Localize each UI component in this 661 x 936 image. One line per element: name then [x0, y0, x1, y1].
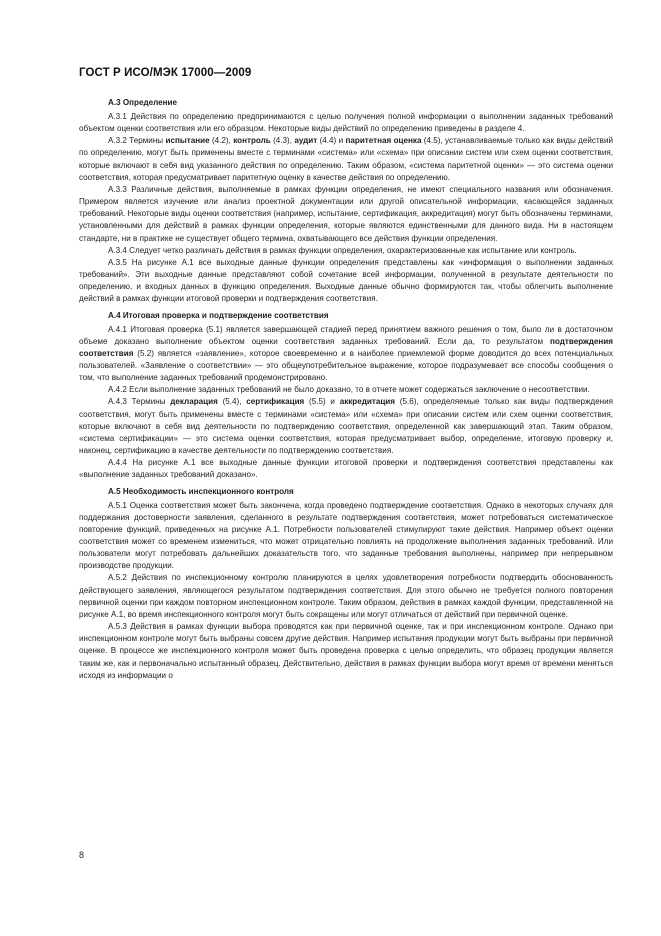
- text-run: А.4.2 Если выполнение заданных требований не было доказано, то в отчете может содержаться заключение о несоответствии.: [108, 385, 590, 395]
- text-run: А.3.4 Следует четко различать действия в рамках функции определения, охарактеризованные как испытание или контроль.: [108, 245, 577, 255]
- section-heading: А.4 Итоговая проверка и подтверждение соответствия: [108, 310, 329, 320]
- paragraph: [79, 384, 613, 396]
- text-run: (5.6), определяемые только как виды подтверждения соответствия, могут быть применены вместе с терминами «система» или «схема» при описании систем или схем оценки соответствия, которые включают в себя вид деятельности по подтверждению соответствия, определенной как завершающий этап. Таким образом, «система сертификации» — это система оценки соответствия, которая предусматривает выбор, определение, итоговую проверку и, наконец, сертификацию в качестве деятельности по подтверждению соответствия.: [79, 397, 614, 456]
- paragraph: [79, 257, 613, 306]
- text-run: А.5.1 Оценка соответствия может быть закончена, когда проведено подтверждение соответствия. Однако в некоторых случаях для поддержания достоверности заявления, сделанного в результате подтверждения соответствия, может потребоваться систематическое повторение функций, приведенных на рисунке А.1. Потребности пользователей стимулируют такие действия. Например объект оценки соответствия может со временем измениться, что может отрицательно повлиять на продолжение выполнения заданных требований. Или пользователи могут потребовать дальнейших доказательств того, что заданные требования выполнены, например при непрерывном производстве продукции.: [79, 500, 613, 571]
- page-number: 8: [79, 850, 85, 860]
- term-bold: испытание: [165, 136, 210, 146]
- text-run: А.5.3 Действия в рамках функции выбора проводятся как при первичной оценке, так и при инспекционном контроле. Однако при инспекционном контроле могут быть выбраны совсем другие действия. Например испытания продукции могут быть выбраны при первичной оценке. В процессе же инспекционного контроля может быть проведена проверка с целью определить, что образец продукции является таким же, как и первоначально испытанный образец. Действительно, действия в рамках функции выбора могут время от времени меняться исходя из информации о: [79, 622, 613, 680]
- text-run: (5.5) и: [304, 397, 340, 407]
- text-run: (4.4) и: [317, 136, 346, 146]
- text-run: А.4.3 Термины: [108, 397, 171, 407]
- paragraph: [79, 135, 613, 184]
- term-bold: аккредитация: [339, 397, 396, 407]
- paragraph: [79, 111, 613, 135]
- term-bold: контроль: [233, 136, 271, 146]
- text-run: А.4.1 Итоговая проверка (5.1) является завершающей стадией перед принятием важного решения о том, было ли в достаточном объеме доказано выполнение объектом оценки соответствия заданных требований. Если да, то результатом: [79, 324, 613, 346]
- paragraph: [79, 621, 613, 682]
- term-bold: декларация: [170, 397, 218, 407]
- text-run: А.3.3 Различные действия, выполняемые в рамках функции определения, не имеют специального названия или обозначения. Примером является изучение или анализ проектной документации или другой описательной информации, касающейся заданных требований. Некоторые виды оценки соответствия (например, испытание, сертификация, аккредитация) могут быть обозначены терминами, установленными для действий в рамках функции определения, которые являются единственными для данного вида. Ни в настоящем стандарте, ни в практике не существует общего термина, охватывающего все действия функции определения.: [79, 184, 613, 243]
- text-run: (4.3),: [270, 136, 295, 146]
- text-run: (5.2) является «заявление», которое своевременно и в наиболее приемлемой форме доводится до всех потенциальных пользователей. «Заявление о соответствии» — это общеупотребительное выражение, которое подразумевает все способы сообщения о том, что выполнение заданных требований продемонстрировано.: [79, 348, 613, 383]
- text-run: (5.4),: [217, 397, 247, 407]
- paragraph: [79, 245, 613, 257]
- paragraph: [79, 184, 613, 245]
- paragraph: [79, 572, 613, 621]
- term-bold: паритетная оценка: [345, 136, 422, 146]
- document-header: ГОСТ Р ИСО/МЭК 17000—2009: [79, 67, 252, 79]
- term-bold: аудит: [294, 136, 318, 146]
- term-bold: подтверждения соответствия: [79, 336, 613, 358]
- section-heading: А.5 Необходимость инспекционного контроля: [108, 486, 294, 496]
- term-bold: сертификация: [246, 397, 305, 407]
- document-body: [79, 96, 613, 682]
- section-heading: А.3 Определение: [108, 98, 178, 107]
- paragraph: [79, 457, 613, 481]
- text-run: А.4.4 На рисунке А.1 все выходные данные функции итоговой проверки и подтверждения соответствия представлены как «выполнение заданных требований доказано».: [79, 458, 613, 480]
- text-run: (4.5), устанавливаемые только как виды действий по определению, могут быть применены вместе с терминами «система» или «схема» при описании систем или схем оценки соответствия, которые включают в себя вид указанного действия по определению. Таким образом, «система паритетной оценки» — это система оценки соответствия, которая предусматривает паритетную оценку в качестве действия по определению.: [79, 136, 613, 182]
- text-run: А.3.1 Действия по определению предпринимаются с целью получения полной информации о выполнении заданных требований объектом оценки соответствия или его образцом. Некоторые виды действий по определению приведены в разделе 4.: [79, 112, 613, 134]
- paragraph: [79, 396, 613, 457]
- text-run: (4.2),: [209, 136, 234, 146]
- text-run: А.5.2 Действия по инспекционному контролю планируются в целях удовлетворения потребности подтвердить обоснованность действующего заявления, являющегося результатом подтверждения соответствия. Для этого обычно не требуется полного повторения первичной оценки при каждом повторном инспекционном контроле. Таким образом, действия в рамках каждой функции, представленной на рисунке А.1, во время инспекционного контроля могут быть сокращены или могут отличаться от действий при первичной оценке.: [79, 573, 613, 619]
- text-run: А.3.5 На рисунке А.1 все выходные данные функции определения представлены как «информация о выполнении заданных требований». Эти выходные данные представляют собой сочетание всей информации, полученной в результате деятельности по определению, и входных данных в функцию определения. Выходные данные обычно формируются так, чтобы облегчить выполнение действий в рамках функции итоговой проверки и подтверждения соответствия.: [79, 257, 613, 304]
- paragraph: [79, 500, 613, 573]
- paragraph: [79, 324, 613, 385]
- text-run: А.3.2 Термины: [108, 136, 166, 146]
